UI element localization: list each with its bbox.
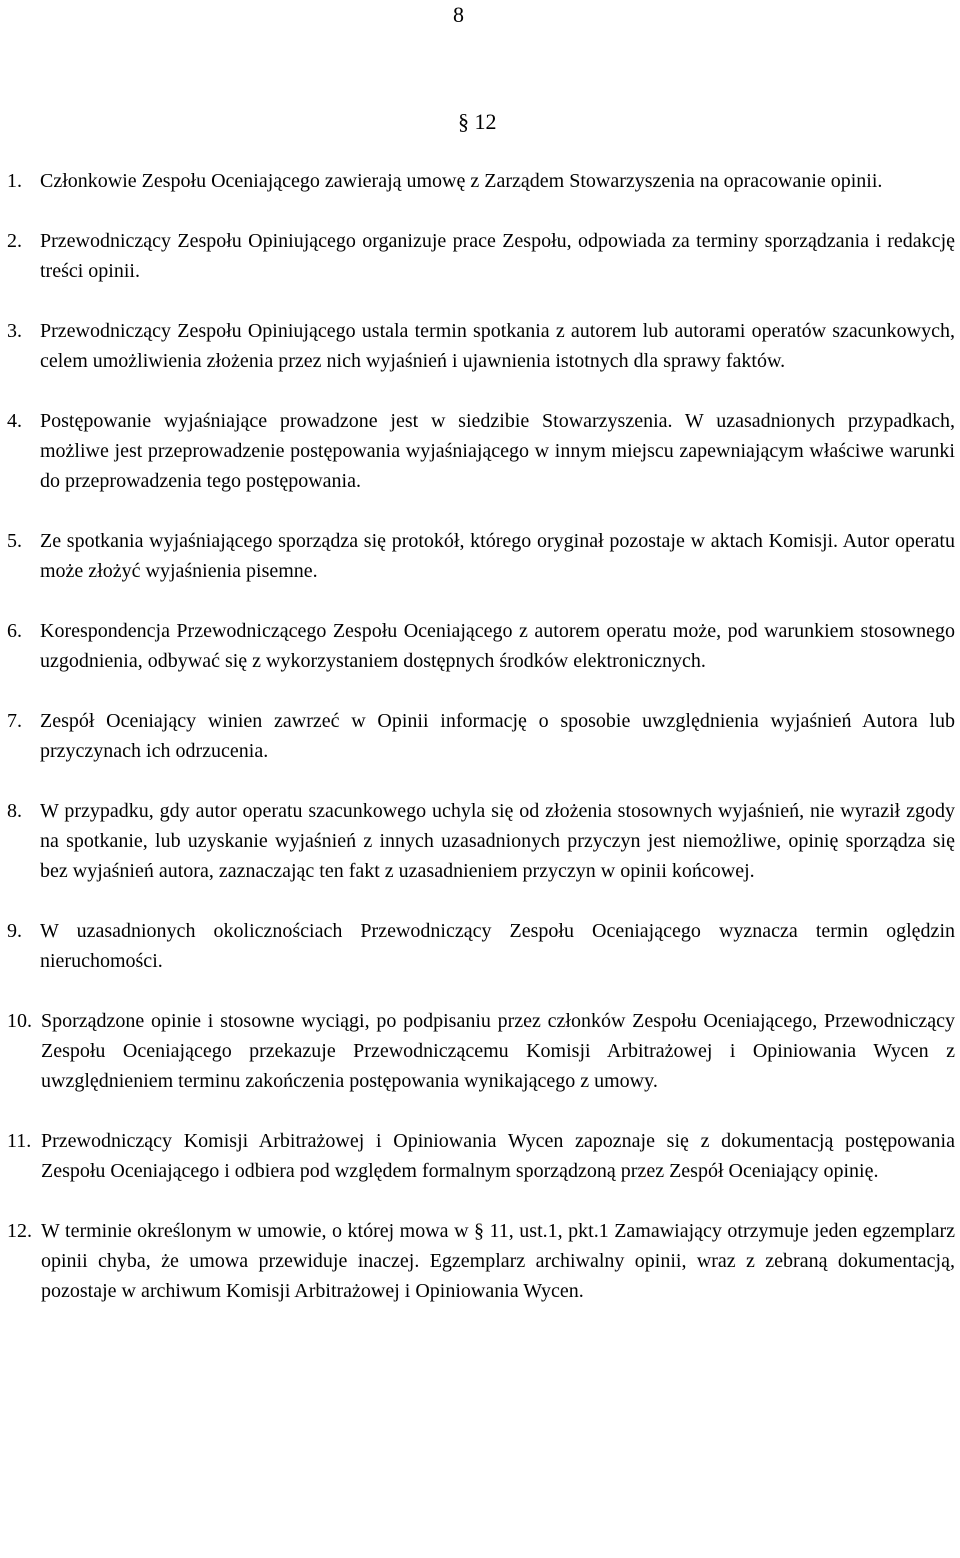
list-item bbox=[0, 1216, 955, 1306]
item-text: Zespół Oceniający winien zawrzeć w Opinii informację o sposobie uwzględnienia wyjaśnień Autora lub przyczynach ich odrzucenia. bbox=[40, 710, 955, 762]
list-item bbox=[0, 706, 955, 766]
item-text: Przewodniczący Zespołu Opiniującego ustala termin spotkania z autorem lub autorami operatów szacunkowych, celem umożliwienia złożenia przez nich wyjaśnień i ujawnienia istotnych dla sprawy faktów. bbox=[40, 320, 955, 372]
page-number: 8 bbox=[453, 2, 464, 27]
list-item bbox=[0, 1006, 955, 1096]
item-text: Ze spotkania wyjaśniającego sporządza się protokół, którego oryginał pozostaje w aktach Komisji. Autor operatu może złożyć wyjaśnienia pisemne. bbox=[40, 530, 955, 582]
list-item bbox=[0, 916, 955, 976]
item-number: 1. bbox=[7, 170, 22, 192]
section-heading: § 12 bbox=[458, 109, 497, 134]
item-text: Sporządzone opinie i stosowne wyciągi, po podpisaniu przez członków Zespołu Oceniającego, Przewodniczący Zespołu Oceniającego przekazuje Przewodniczącemu Komisji Arbitrażowej i Opiniowania Wycen z uwzględnieniem terminu zakończenia postępowania wynikającego z umowy. bbox=[41, 1010, 955, 1092]
list-item bbox=[0, 316, 955, 376]
item-number: 6. bbox=[7, 620, 22, 642]
item-text: Członkowie Zespołu Oceniającego zawierają umowę z Zarządem Stowarzyszenia na opracowanie opinii. bbox=[40, 170, 883, 192]
item-text: Korespondencja Przewodniczącego Zespołu Oceniającego z autorem operatu może, pod warunkiem stosownego uzgodnienia, odbywać się z wykorzystaniem dostępnych środków elektronicznych. bbox=[40, 620, 955, 672]
item-number: 2. bbox=[7, 230, 22, 252]
item-number: 12. bbox=[7, 1220, 32, 1242]
list-item bbox=[0, 1126, 955, 1186]
item-text: Przewodniczący Komisji Arbitrażowej i Opiniowania Wycen zapoznaje się z dokumentacją postępowania Zespołu Oceniającego i odbiera pod względem formalnym sporządzoną przez Zespół Oceniający opinię. bbox=[41, 1130, 955, 1182]
list-item bbox=[0, 166, 955, 196]
item-number: 3. bbox=[7, 320, 22, 342]
item-number: 7. bbox=[7, 710, 22, 732]
item-text: W terminie określonym w umowie, o której mowa w § 11, ust.1, pkt.1 Zamawiający otrzymuje jeden egzemplarz opinii chyba, że umowa przewiduje inaczej. Egzemplarz archiwalny opinii, wraz z zebraną dokumentacją, pozostaje w archiwum Komisji Arbitrażowej i Opiniowania Wycen. bbox=[41, 1220, 955, 1302]
numbered-list bbox=[0, 166, 960, 1336]
item-number: 5. bbox=[7, 530, 22, 552]
item-number: 9. bbox=[7, 920, 22, 942]
item-number: 10. bbox=[7, 1010, 32, 1032]
list-item bbox=[0, 406, 955, 496]
list-item bbox=[0, 616, 955, 676]
list-item bbox=[0, 796, 955, 886]
item-text: W przypadku, gdy autor operatu szacunkowego uchyla się od złożenia stosownych wyjaśnień, nie wyraził zgody na spotkanie, lub uzyskanie wyjaśnień z innych uzasadnionych przyczyn jest niemożliwe, opinię sporządza się bez wyjaśnień autora, zaznaczając ten fakt z uzasadnieniem przyczyn w opinii końcowej. bbox=[40, 800, 955, 882]
item-number: 11. bbox=[7, 1130, 32, 1152]
item-text: Przewodniczący Zespołu Opiniującego organizuje prace Zespołu, odpowiada za terminy sporządzania i redakcję treści opinii. bbox=[40, 230, 955, 282]
item-number: 4. bbox=[7, 410, 22, 432]
item-text: W uzasadnionych okolicznościach Przewodniczący Zespołu Oceniającego wyznacza termin oględzin nieruchomości. bbox=[40, 920, 955, 972]
list-item bbox=[0, 226, 955, 286]
item-number: 8. bbox=[7, 800, 22, 822]
list-item bbox=[0, 526, 955, 586]
item-text: Postępowanie wyjaśniające prowadzone jest w siedzibie Stowarzyszenia. W uzasadnionych przypadkach, możliwe jest przeprowadzenie postępowania wyjaśniającego w innym miejscu zapewniającym właściwe warunki do przeprowadzenia tego postępowania. bbox=[40, 410, 955, 492]
